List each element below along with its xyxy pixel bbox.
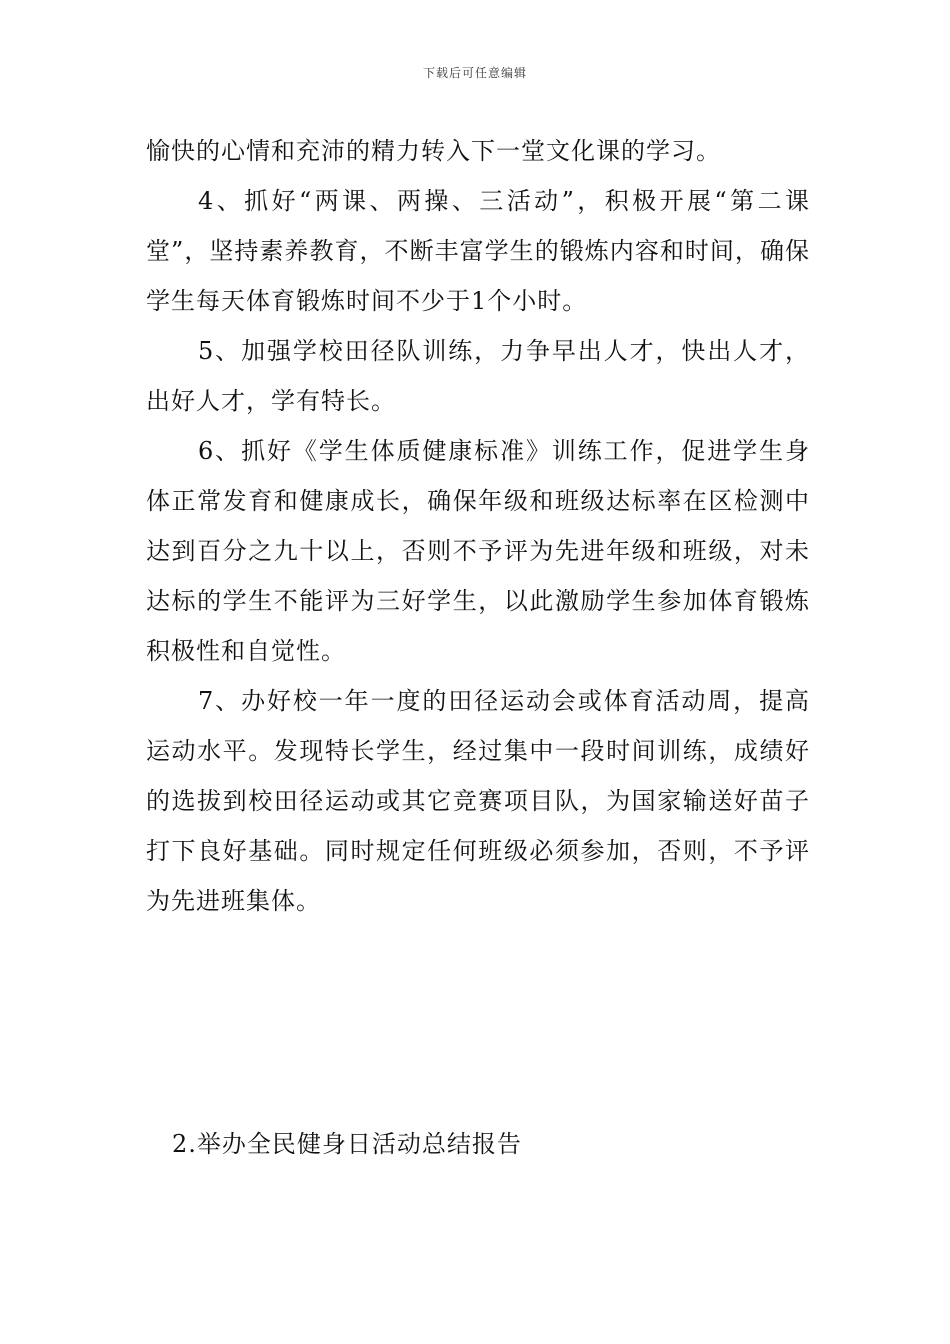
- paragraph-item-5: 5、加强学校田径队训练，力争早出人才，快出人才，出好人才，学有特长。: [146, 337, 810, 415]
- paragraph-item-6: 6、抓好《学生体质健康标准》训练工作，促进学生身体正常发育和健康成长，确保年级和班级达标率在区检测中达到百分之九十以上，否则不予评为先进年级和班级，对未达标的学生不能评为三好学生，以此激励学生参加体育锻炼积极性和自觉性。: [146, 437, 810, 665]
- section-title: 2.举办全民健身日活动总结报告: [172, 1130, 522, 1158]
- document-body: [146, 126, 810, 926]
- paragraph-item-7: 7、办好校一年一度的田径运动会或体育活动周，提高运动水平。发现特长学生，经过集中一段时间训练，成绩好的选拔到校田径运动或其它竞赛项目队，为国家输送好苗子打下良好基础。同时规定任何班级必须参加，否则，不予评为先进班集体。: [146, 687, 810, 915]
- paragraph-item-4: 4、抓好“两课、两操、三活动”，积极开展“第二课堂”，坚持素养教育，不断丰富学生的锻炼内容和时间，确保学生每天体育锻炼时间不少于1个小时。: [146, 187, 810, 315]
- paragraph-continuation: 愉快的心情和充沛的精力转入下一堂文化课的学习。: [146, 137, 721, 165]
- page-header-note: 下载后可任意编辑: [422, 66, 527, 80]
